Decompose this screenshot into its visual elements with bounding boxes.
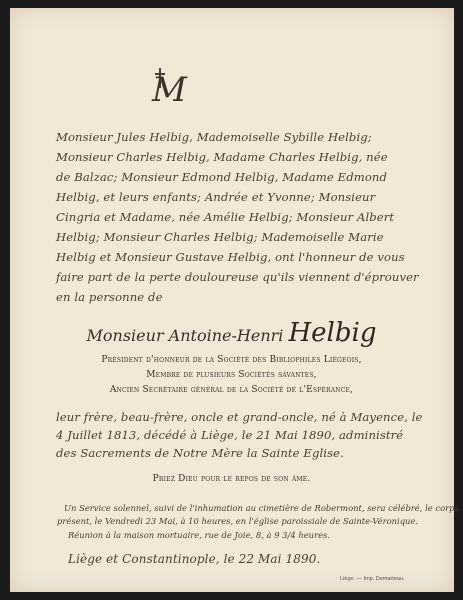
death-line: des Sacrements de Notre Mère la Sainte Eglise. [56,446,344,460]
announcement-line: Cingria et Madame, née Amélie Helbig; Monsieur Albert [56,210,395,224]
announcement-line: Monsieur Jules Helbig, Mademoiselle Sybille Helbig; [56,130,372,144]
announcement-line: Monsieur Charles Helbig, Madame Charles Helbig, née [56,150,388,164]
announcement-line: de Balzac; Monsieur Edmond Helbig, Madame Edmond [56,170,387,184]
death-line: 4 Juillet 1813, décédé à Liège, le 21 Mai 1890, administré [56,428,404,442]
deceased-first-name: Monsieur Antoine-Henri [86,326,284,345]
title-line: Ancien Secrétaire général de la Société de l'Espérance, [109,385,354,395]
announcement-line: Helbig; Monsieur Charles Helbig; Mademoiselle Marie [56,230,384,244]
printer-line: Liège. — Imp. Demarteau. [340,576,405,582]
announcement-line: en la personne de [56,290,163,304]
prayer-line: Priez Dieu pour le repos de son âme. [152,474,311,484]
monogram: M [152,70,187,110]
announcement-line: Helbig, et leurs enfants; Andrée et Yvonne; Monsieur [56,190,376,204]
title-line: Membre de plusieurs Sociétés savantes, [146,370,317,380]
deceased-name [0,318,463,348]
service-line: Réunion à la maison mortuaire, rue de Joie, 8, à 9 3/4 heures. [68,530,330,540]
announcement-line: faire part de la perte douloureuse qu'ils viennent d'éprouver [56,270,419,284]
service-line: Un Service solennel, suivi de l'inhumation au cimetière de Robermont, sera célébré, le corps [64,503,459,513]
service-line: présent, le Vendredi 23 Mai, à 10 heures, en l'église paroissiale de Sainte-Véronique. [57,516,419,526]
announcement-line: Helbig et Monsieur Gustave Helbig, ont l'honneur de vous [56,250,405,264]
death-line: leur frère, beau-frère, oncle et grand-oncle, né à Mayence, le [56,410,423,424]
deceased-last-name: Helbig [288,318,377,348]
title-line: Président d'honneur de la Société des Bibliophiles Liégeois, [101,355,362,365]
place-date: Liège et Constantinople, le 22 Mai 1890. [68,552,321,566]
